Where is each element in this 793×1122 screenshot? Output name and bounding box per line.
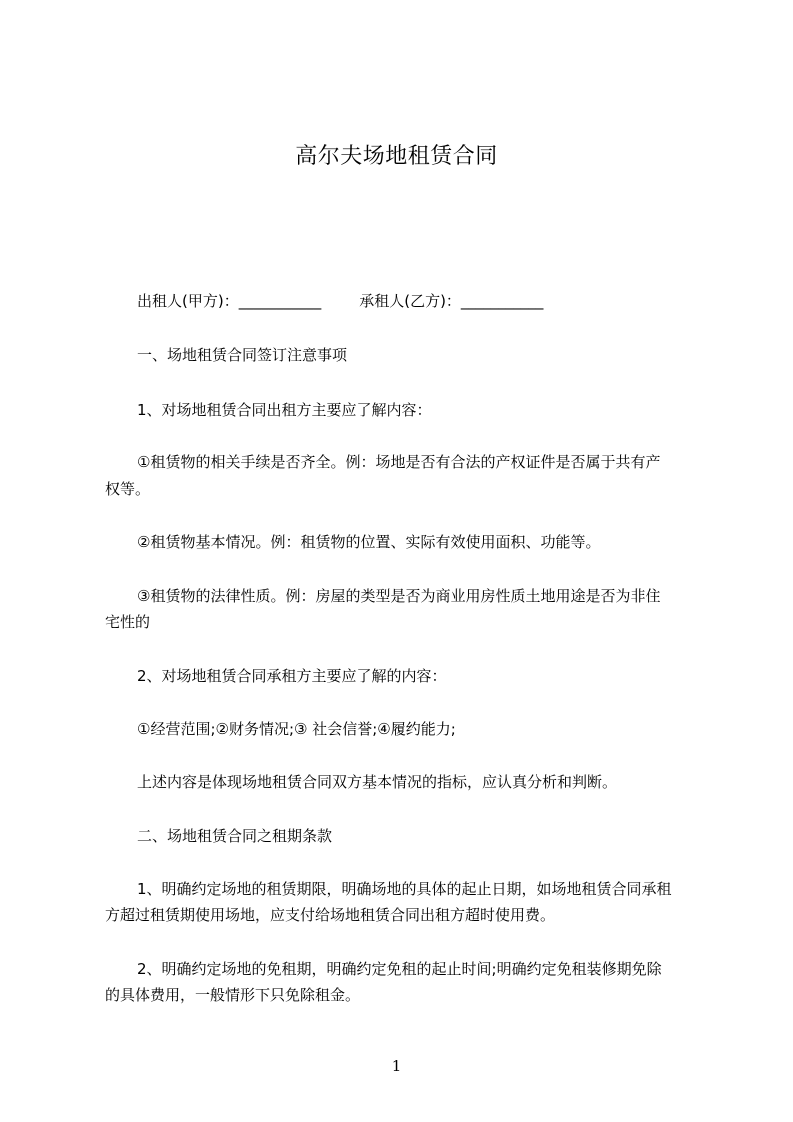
section-heading-2: 二、场地租赁合同之租期条款	[137, 827, 333, 845]
paragraph-line: ①租赁物的相关手续是否齐全。例：场地是否有合法的产权证件是否属于共有产	[137, 453, 661, 471]
parties-row	[137, 292, 543, 310]
paragraph-line: 上述内容是体现场地租赁合同双方基本情况的指标，应认真分析和判断。	[137, 773, 618, 791]
paragraph-line: 方超过租赁期使用场地，应支付给场地租赁合同出租方超时使用费。	[105, 906, 556, 924]
document-title: 高尔夫场地租赁合同	[295, 144, 498, 169]
paragraph-line: 宅性的	[105, 613, 151, 631]
lessee-label: 承租人(乙方)：___________	[359, 292, 544, 310]
paragraph-line: 1、对场地租赁合同出租方主要应了解内容：	[137, 401, 432, 419]
section-heading-1: 一、场地租赁合同签订注意事项	[137, 346, 348, 364]
paragraph-line: 2、明确约定场地的免租期，明确约定免租的起止时间;明确约定免租装修期免除	[137, 960, 662, 978]
paragraph-line: 1、明确约定场地的租赁期限，明确场地的具体的起止日期，如场地租赁合同承租	[137, 880, 672, 898]
page-number: 1	[391, 1057, 402, 1075]
paragraph-line: 的具体费用，一般情形下只免除租金。	[105, 986, 361, 1004]
paragraph-line: 权等。	[105, 480, 151, 498]
lessor-label: 出租人(甲方)：___________	[137, 292, 322, 310]
paragraph-line: 2、对场地租赁合同承租方主要应了解的内容：	[137, 667, 447, 685]
paragraph-line: ③租赁物的法律性质。例：房屋的类型是否为商业用房性质土地用途是否为非住	[137, 587, 661, 605]
paragraph-line: ②租赁物基本情况。例：租赁物的位置、实际有效使用面积、功能等。	[137, 533, 601, 551]
paragraph-line: ①经营范围;②财务情况;③ 社会信誉;④履约能力;	[137, 720, 456, 738]
